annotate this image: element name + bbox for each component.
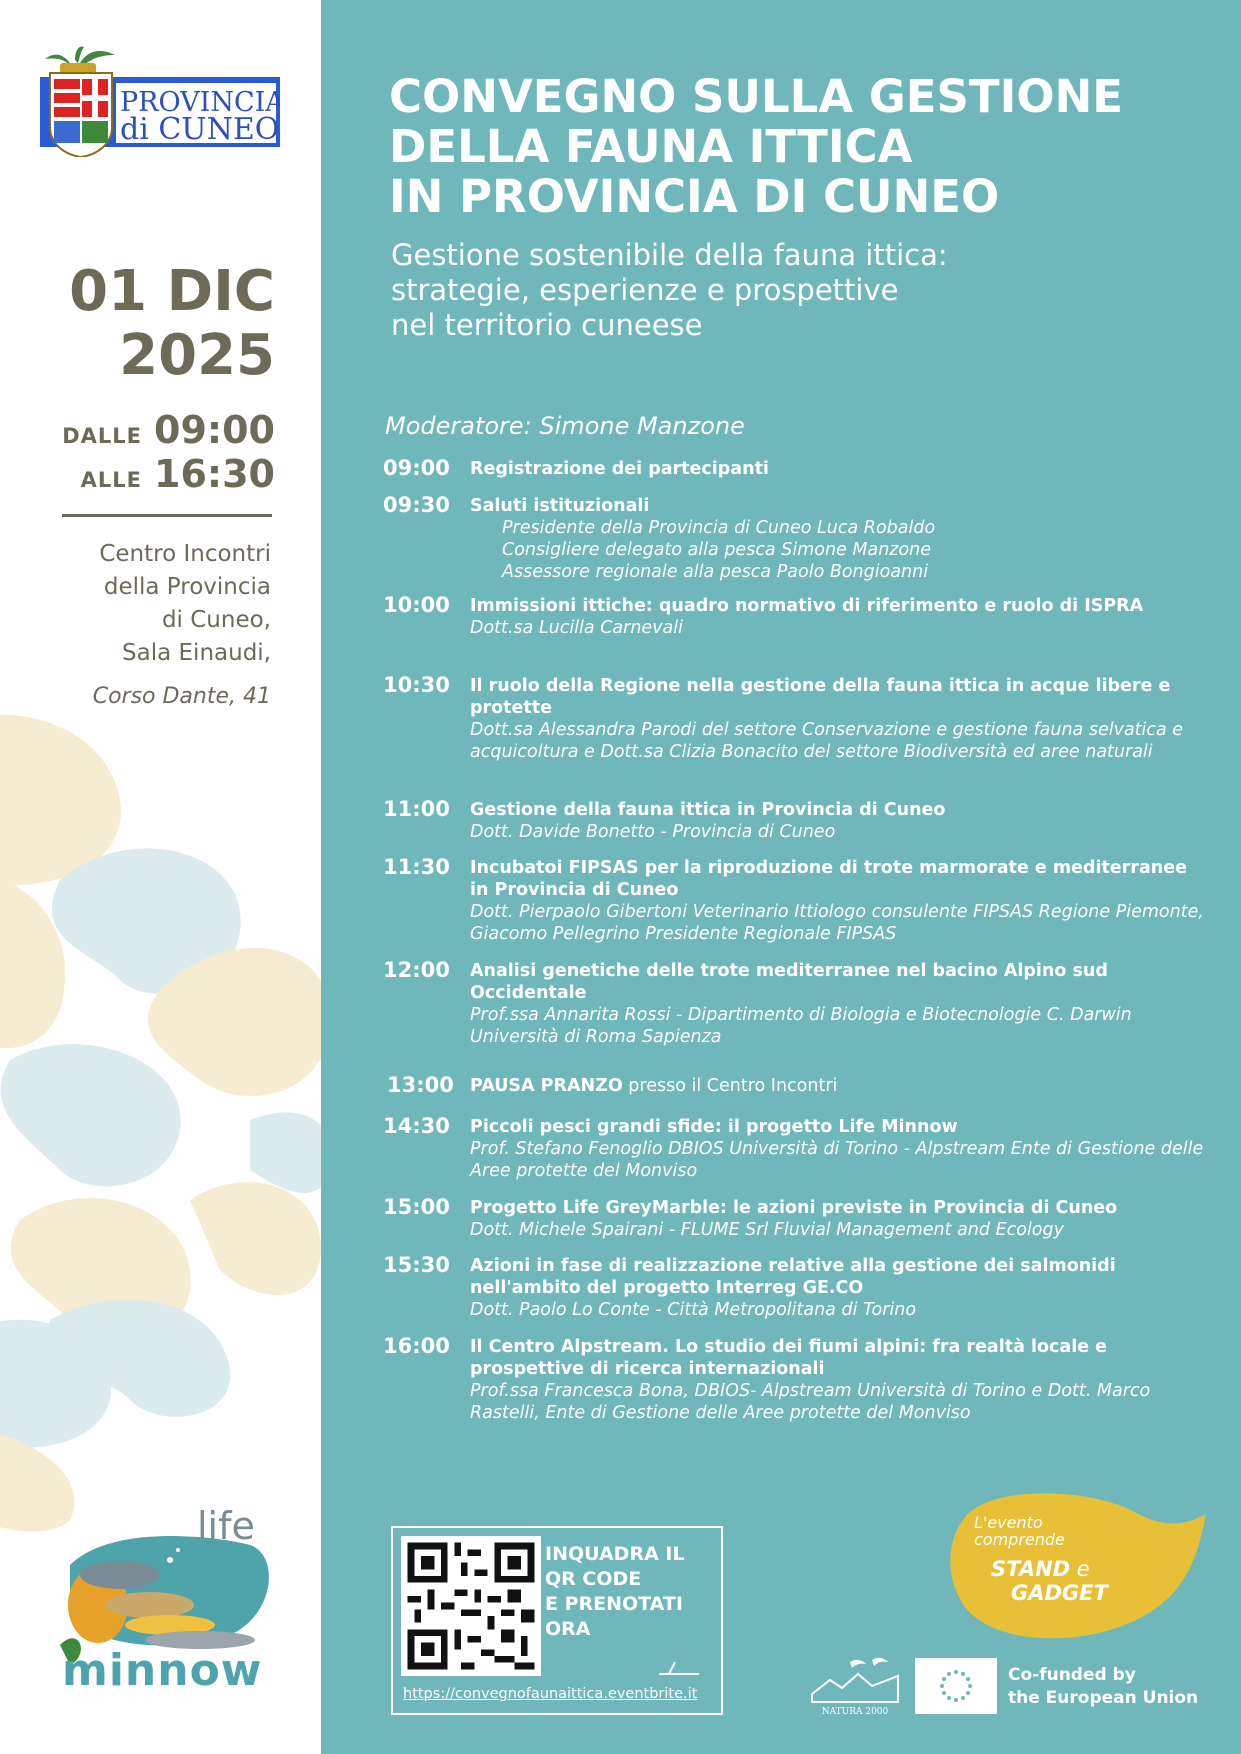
venue-line: Sala Einaudi, (122, 640, 271, 666)
item-title: Registrazione dei partecipanti (470, 459, 769, 479)
item-speaker: Dott. Davide Bonetto - Provincia di Cuneo (470, 822, 836, 842)
item-time: 12:00 (383, 958, 450, 982)
item-speaker: Prof. Stefano Fenoglio DBIOS Università di Torino - Alpstream Ente di Gestione delle Aree protette del Monviso (470, 1139, 1204, 1181)
natura-text: NATURA 2000 (821, 1707, 889, 1716)
title-line: IN PROVINCIA DI CUNEO (389, 170, 1000, 223)
lunch-location: presso il Centro Incontri (622, 1076, 838, 1096)
badge-intro (974, 1514, 1065, 1548)
item-title: Saluti istituzionali (470, 496, 650, 516)
title-line: DELLA FAUNA ITTICA (389, 120, 913, 173)
stand-label: STAND (991, 1557, 1071, 1581)
item-speaker: Prof.ssa Annarita Rossi - Dipartimento di Biologia e Biotecnologie C. Darwin Università di Roma Sapienza (470, 1005, 1132, 1047)
item-time: 14:30 (383, 1114, 450, 1138)
subtitle-line: strategie, esperienze e prospettive (391, 273, 899, 307)
registration-link[interactable]: https://convegnofaunaittica.eventbrite.it (403, 1686, 698, 1702)
item-time: 09:00 (383, 456, 450, 480)
from-label: DALLE (62, 424, 143, 448)
qr-line: QR CODE (545, 1568, 642, 1590)
item-speaker: Consigliere delegato alla pesca Simone Manzone (502, 540, 932, 560)
badge-line (991, 1557, 1108, 1581)
qr-line: ORA (545, 1618, 591, 1640)
eu-flag-icon (915, 1658, 997, 1714)
item-time: 10:30 (383, 673, 450, 697)
divider (62, 514, 272, 517)
subtitle (391, 238, 1211, 343)
item-title: Immissioni ittiche: quadro normativo di riferimento e ruolo di ISPRA (470, 596, 1144, 616)
item-time: 10:00 (383, 593, 450, 617)
moderator: Moderatore: Simone Manzone (385, 412, 745, 440)
page-title (389, 72, 1209, 222)
gadget-label: GADGET (1011, 1581, 1108, 1605)
item-time: 15:00 (383, 1195, 450, 1219)
item-title: Incubatoi FIPSAS per la riproduzione di trote marmorate e mediterranee in Provincia di Cuneo (470, 858, 1187, 900)
eu-line: the European Union (1008, 1688, 1199, 1708)
subtitle-line: nel territorio cuneese (391, 308, 703, 342)
item-time: 15:30 (383, 1253, 450, 1277)
svg-text:di CUNEO: di CUNEO (120, 112, 280, 147)
item-title: Azioni in fase di realizzazione relative alla gestione dei salmonidi nell'ambito del progetto Interreg GE.CO (470, 1256, 1116, 1298)
paper-plane-icon (655, 1658, 703, 1678)
event-year: 2025 (119, 323, 275, 388)
natura2000-logo (810, 1654, 900, 1716)
venue (41, 538, 271, 670)
minnow-text: minnow (62, 1645, 263, 1696)
qr-code-icon[interactable] (401, 1536, 541, 1676)
provincia-logo (40, 45, 280, 157)
venue-line: della Provincia (103, 574, 271, 600)
life-text: life (197, 1504, 255, 1548)
item-time: 11:00 (383, 797, 450, 821)
item-speaker: Dott. Pierpaolo Gibertoni Veterinario Ittiologo consulente FIPSAS Regione Piemonte, Giacomo Pellegrino Presidente Regionale FIPSAS (470, 902, 1204, 944)
program-panel (321, 0, 1241, 1754)
svg-text:PROVINCIA: PROVINCIA (120, 87, 280, 118)
item-speaker: Prof.ssa Francesca Bona, DBIOS- Alpstream Università di Torino e Dott. Marco Rastelli, Ente di Gestione delle Aree protette del Monviso (470, 1381, 1151, 1423)
from-time: 09:00 (154, 408, 275, 452)
lunch-label: PAUSA PRANZO (470, 1076, 623, 1096)
item-speaker: Dott. Michele Spairani - FLUME Srl Fluvial Management and Ecology (470, 1220, 1064, 1240)
coat-of-arms-icon (40, 45, 280, 157)
to-label: ALLE (80, 468, 143, 492)
subtitle-line: Gestione sostenibile della fauna ittica: (391, 238, 948, 272)
venue-line: di Cuneo, (161, 607, 271, 633)
title-line: CONVEGNO SULLA GESTIONE (389, 70, 1123, 123)
item-time: 16:00 (383, 1334, 450, 1358)
badge-highlight (991, 1557, 1108, 1605)
item-title: Progetto Life GreyMarble: le azioni previste in Provincia di Cuneo (470, 1198, 1118, 1218)
item-speaker: Presidente della Provincia di Cuneo Luca Robaldo (502, 518, 936, 538)
qr-line: E PRENOTATI (545, 1593, 683, 1615)
item-title: Piccoli pesci grandi sfide: il progetto Life Minnow (470, 1117, 958, 1137)
start-time-row (62, 408, 275, 452)
item-speaker: Dott.sa Lucilla Carnevali (470, 618, 684, 638)
item-time: 09:30 (383, 493, 450, 517)
event-day: 01 DIC (69, 259, 275, 324)
eu-line: Co-funded by (1008, 1665, 1136, 1685)
eu-funding-text (1008, 1664, 1198, 1710)
item-title: Analisi genetiche delle trote mediterranee nel bacino Alpino sud Occidentale (470, 961, 1108, 1003)
end-time-row (81, 452, 275, 496)
badge-and: e (1070, 1557, 1090, 1581)
item-time: 13:00 (387, 1073, 454, 1097)
venue-address: Corso Dante, 41 (92, 684, 271, 709)
badge-line: comprende (974, 1530, 1065, 1549)
qr-line: INQUADRA IL (545, 1543, 685, 1565)
item-speaker: Assessore regionale alla pesca Paolo Bongioanni (502, 562, 929, 582)
badge-line: L'evento (974, 1513, 1043, 1532)
item-speaker: Dott. Paolo Lo Conte - Città Metropolitana di Torino (470, 1300, 917, 1320)
qr-registration-box[interactable] (391, 1526, 723, 1715)
item-title (470, 1075, 1210, 1097)
item-title: Il Centro Alpstream. Lo studio dei fiumi alpini: fra realtà locale e prospettive di ricerca internazionali (470, 1337, 1108, 1379)
item-title: Il ruolo della Regione nella gestione della fauna ittica in acque libere e protette (470, 676, 1171, 718)
item-speaker: Dott.sa Alessandra Parodi del settore Conservazione e gestione fauna selvatica e acquicoltura e Dott.sa Clizia Bonacito del settore Biodiversità ed aree naturali (470, 720, 1184, 762)
venue-line: Centro Incontri (99, 541, 271, 567)
to-time: 16:30 (154, 452, 275, 496)
item-time: 11:30 (383, 855, 450, 879)
left-panel (0, 0, 321, 1754)
qr-instructions (545, 1542, 715, 1642)
item-title: Gestione della fauna ittica in Provincia di Cuneo (470, 800, 946, 820)
